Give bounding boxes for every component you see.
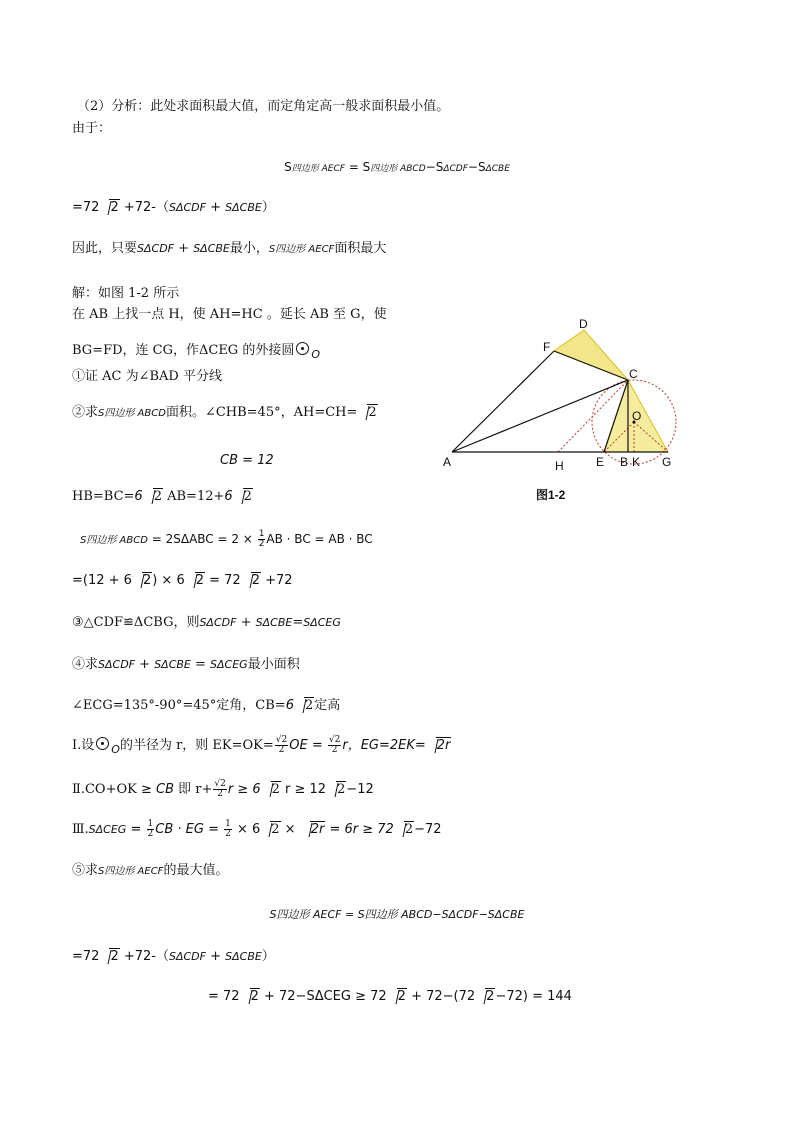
label-h: H bbox=[555, 459, 564, 473]
area-abcd-value: =(12 + 6 2) × 6 2 = 72 2 +72 bbox=[72, 573, 293, 588]
figure-caption: 图1-2 bbox=[536, 488, 566, 502]
step-1: ①证 AC 为∠BAD 平分线 bbox=[72, 369, 222, 384]
radius-line-1: Ⅰ.设 $_O$的半径为 r，则 EK=OK= $\frac{√2}{2}$ OE = $\frac{√2}{2}$ r，EG=2EK= 2r bbox=[72, 735, 451, 756]
radius-line-2: Ⅱ.CO+OK ≥ CB 即 r+ $\frac{√2}{2}$ r ≥ 6 2 r ≥ 12 2−12 bbox=[72, 779, 374, 799]
solution-heading: 解：如图 1-2 所示 bbox=[72, 286, 180, 301]
label-a: A bbox=[443, 455, 452, 469]
angle-line: ∠ECG=135°-90°=45°定角，CB=6 2定高 bbox=[72, 698, 341, 713]
circle-dot-icon bbox=[296, 342, 309, 355]
label-e: E bbox=[596, 455, 605, 469]
label-f: F bbox=[543, 340, 551, 354]
formula-expanded: =72 2 +72-（SΔCDF + SΔCBE） bbox=[72, 200, 275, 215]
label-b: B bbox=[620, 455, 629, 469]
label-o: O bbox=[632, 409, 642, 423]
label-g: G bbox=[662, 455, 672, 469]
step-2: ②求S四边形 ABCD面积。∠CHB=45°，AH=CH= 2 bbox=[72, 405, 377, 420]
solution-line-1: 在 AB 上找一点 H，使 AH=HC 。延长 AB 至 G，使 bbox=[72, 307, 387, 322]
solution-line-2: BG=FD，连 CG，作ΔCEG 的外接圆 $_O$ bbox=[72, 343, 320, 361]
label-k: K bbox=[632, 455, 641, 469]
analysis-line-1: （2）分析：此处求面积最大值，而定角定高一般求面积最小值。 bbox=[77, 99, 450, 114]
analysis-line-2: 由于： bbox=[72, 121, 112, 136]
radius-line-3: Ⅲ.SΔCEG = $\frac{1}{2}$ CB · EG = $\frac{1}{2}$ × 6 2 × 2r = 6r ≥ 72 2−72 bbox=[72, 819, 442, 839]
line-af bbox=[452, 351, 554, 452]
line-ac bbox=[452, 380, 628, 452]
area-abcd-formula: S四边形 ABCD = 2SΔABC = 2 × $\frac{1}{2}$ AB · BC = AB · BC bbox=[80, 529, 373, 549]
formula-expanded-2: =72 2 +72-（SΔCDF + SΔCBE） bbox=[72, 949, 275, 964]
circle-dot-icon bbox=[96, 737, 109, 750]
final-result: = 72 2 + 72−SΔCEG ≥ 72 2 + 72−(72 2−72) = 144 bbox=[208, 989, 572, 1004]
step-3: ③△CDF≌ΔCBG，则SΔCDF + SΔCBE=SΔCEG bbox=[72, 615, 341, 630]
hb-line: HB=BC=6 2 AB=12+6 2 bbox=[72, 489, 252, 504]
geometry-figure bbox=[440, 312, 690, 512]
label-c: C bbox=[629, 367, 638, 381]
step-4: ④求SΔCDF + SΔCBE = SΔCEG最小面积 bbox=[72, 657, 300, 672]
step-5: ⑤求S四边形 AECF的最大值。 bbox=[72, 863, 229, 878]
label-d: D bbox=[579, 317, 588, 331]
therefore-line: 因此，只要SΔCDF + SΔCBE最小，S四边形 AECF面积最大 bbox=[72, 241, 387, 256]
formula-area-aecf-2: S四边形 AECF = S四边形 ABCD−SΔCDF−SΔCBE bbox=[269, 908, 525, 921]
formula-area-aecf: S四边形 AECF = S四边形 ABCD−SΔCDF−SΔCBE bbox=[284, 160, 510, 174]
cb-value: CB = 12 bbox=[220, 453, 274, 468]
